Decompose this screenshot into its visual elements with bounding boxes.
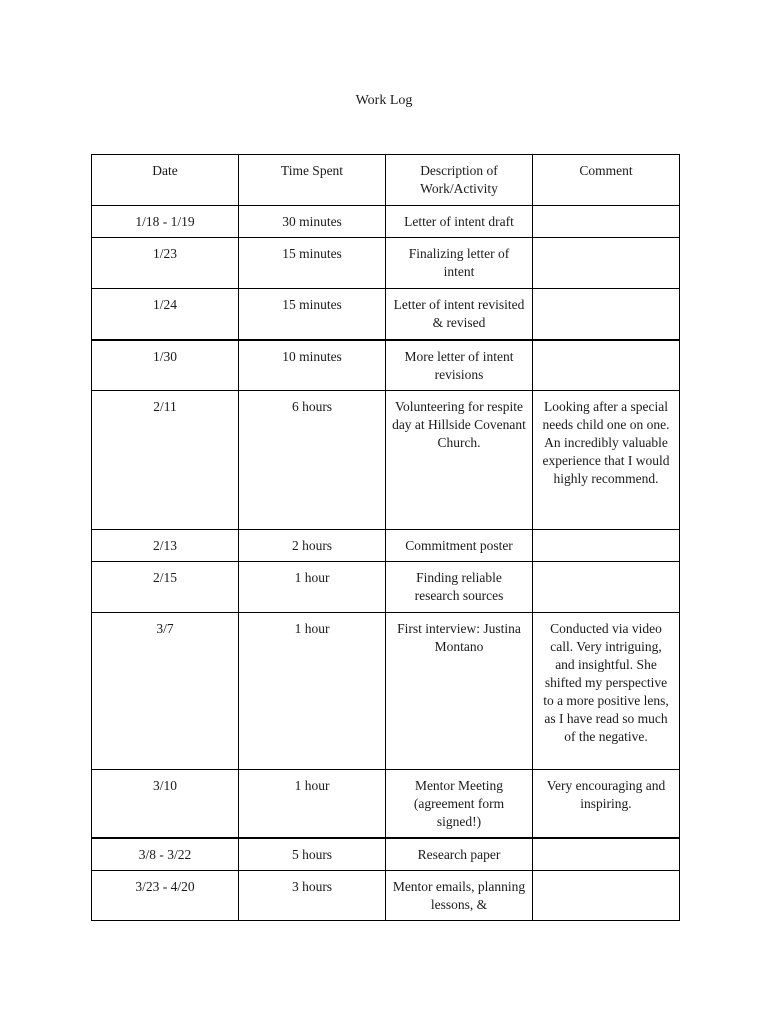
cell-time-spent: 1 hour	[239, 612, 386, 769]
cell-comment	[533, 340, 680, 391]
cell-comment	[533, 561, 680, 612]
table-row	[92, 561, 680, 612]
work-log-table	[91, 154, 680, 921]
column-header-date: Date	[92, 155, 239, 206]
cell-date: 1/30	[92, 340, 239, 391]
cell-time-spent: 2 hours	[239, 529, 386, 561]
cell-description: Letter of intent revisited & revised	[386, 289, 533, 340]
cell-comment	[533, 838, 680, 871]
cell-comment	[533, 238, 680, 289]
cell-description: Research paper	[386, 838, 533, 871]
cell-time-spent: 6 hours	[239, 390, 386, 529]
page-title: Work Log	[355, 93, 413, 108]
cell-description: Mentor emails, planning lessons, &	[386, 870, 533, 920]
column-header-time-spent: Time Spent	[239, 155, 386, 206]
cell-comment	[533, 206, 680, 238]
table-row	[92, 238, 680, 289]
cell-comment: Conducted via video call. Very intriguing, and insightful. She shifted my perspective to a more positive lens, as I have read so much of the negative.	[533, 612, 680, 769]
table-row	[92, 838, 680, 871]
column-header-description: Description of Work/Activity	[386, 155, 533, 206]
table-row	[92, 529, 680, 561]
cell-time-spent: 1 hour	[239, 561, 386, 612]
cell-date: 2/13	[92, 529, 239, 561]
cell-time-spent: 30 minutes	[239, 206, 386, 238]
cell-comment	[533, 289, 680, 340]
cell-description: Volunteering for respite day at Hillside Covenant Church.	[386, 390, 533, 529]
cell-date: 1/18 - 1/19	[92, 206, 239, 238]
column-header-comment: Comment	[533, 155, 680, 206]
table-row	[92, 289, 680, 340]
cell-description: First interview: Justina Montano	[386, 612, 533, 769]
cell-date: 3/7	[92, 612, 239, 769]
cell-comment	[533, 870, 680, 920]
cell-date: 2/11	[92, 390, 239, 529]
table-row	[92, 612, 680, 769]
cell-description: Finding reliable research sources	[386, 561, 533, 612]
table-row	[92, 769, 680, 838]
cell-comment	[533, 529, 680, 561]
cell-date: 2/15	[92, 561, 239, 612]
cell-description: Mentor Meeting (agreement form signed!)	[386, 769, 533, 838]
cell-time-spent: 10 minutes	[239, 340, 386, 391]
cell-description: More letter of intent revisions	[386, 340, 533, 391]
cell-time-spent: 15 minutes	[239, 289, 386, 340]
table-row	[92, 340, 680, 391]
cell-date: 3/8 - 3/22	[92, 838, 239, 871]
table-row	[92, 206, 680, 238]
cell-description: Letter of intent draft	[386, 206, 533, 238]
cell-time-spent: 15 minutes	[239, 238, 386, 289]
cell-time-spent: 5 hours	[239, 838, 386, 871]
cell-time-spent: 3 hours	[239, 870, 386, 920]
cell-time-spent: 1 hour	[239, 769, 386, 838]
cell-date: 1/24	[92, 289, 239, 340]
table-row	[92, 390, 680, 529]
table-row	[92, 870, 680, 920]
cell-comment: Very encouraging and inspiring.	[533, 769, 680, 838]
cell-description: Commitment poster	[386, 529, 533, 561]
cell-date: 3/23 - 4/20	[92, 870, 239, 920]
cell-date: 1/23	[92, 238, 239, 289]
cell-description: Finalizing letter of intent	[386, 238, 533, 289]
table-header-row	[92, 155, 680, 206]
cell-date: 3/10	[92, 769, 239, 838]
cell-comment: Looking after a special needs child one on one. An incredibly valuable experience that I would highly recommend.	[533, 390, 680, 529]
